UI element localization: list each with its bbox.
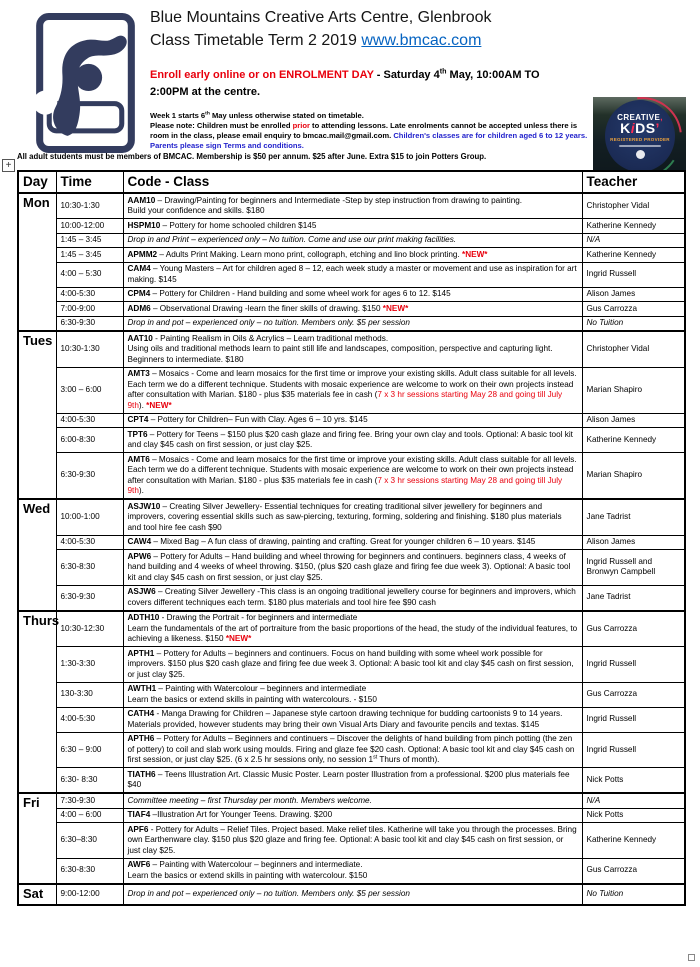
badge-fineprint [619,145,661,147]
teacher-cell: Nick Potts [582,768,685,794]
time-cell: 6:30-9:30 [56,316,123,331]
teacher-cell: Christopher Vidal [582,331,685,367]
time-cell: 6:30- 8:30 [56,768,123,794]
table-row [18,768,685,794]
class-desc-cell: ADTH10 - Drawing the Portrait - for beginners and intermediate Learn the fundamentals of the art of portraiture from the basic proportions of the head, the study of the individual features, to achieving a likeness. $150 *NEW* [123,611,582,647]
class-desc-cell: APMM2 – Adults Print Making. Learn mono print, collograph, etching and lino block printing. *NEW* [123,248,582,263]
class-desc-cell: Committee meeting – first Thursday per month. Members welcome. [123,793,582,808]
class-desc-cell: CAM4 – Young Masters – Art for children aged 8 – 12, each week study a master or movement and use as inspiration for art making. $145 [123,262,582,287]
day-cell: Tues [18,331,56,499]
col-header-day: Day [18,171,56,193]
class-desc-cell: TIAF4 –Illustration Art for Younger Teens. Drawing. $200 [123,808,582,823]
table-move-handle-icon[interactable]: + [2,159,15,172]
class-desc-cell: APTH6 – Pottery for Adults – Beginners and continuers – Discover the delights of hand building from pinch potting (the zen of pottery) to coil and slab work using moulds. Firing and glaze fee $20 cash. Optional: A basic tool kit and clay $45 cash on first session, or just clay $25. (6 x 2.5 hr sessions only, no session 1st Thurs of month). [123,732,582,768]
table-row [18,611,685,647]
teacher-cell: Marian Shapiro [582,453,685,500]
teacher-cell: Ingrid Russell [582,647,685,683]
teacher-cell: No Tuition [582,316,685,331]
badge-creative-text: CREATIVE, [617,113,663,122]
table-row [18,647,685,683]
time-cell: 7:00-9:00 [56,302,123,317]
time-cell: 6:30-9:30 [56,453,123,500]
table-row [18,367,685,413]
badge-kids-text: KiDS’ [620,120,660,136]
title-line1: Blue Mountains Creative Arts Centre, Glenbrook [150,9,492,26]
table-row [18,248,685,263]
table-row [18,884,685,905]
time-cell: 4:00-5:30 [56,413,123,428]
teacher-cell: Alison James [582,535,685,550]
day-cell: Fri [18,793,56,884]
time-cell: 10:30-12:30 [56,611,123,647]
class-desc-cell: ASJW10 – Creating Silver Jewellery- Essential techniques for creating traditional silver jewellery for beginners and improvers, covering essential skills such as saw-piercing, texturing, forming, soldering and finishing. $180 plus materials and tool hire fee cash $90 [123,499,582,535]
time-cell: 4:00-5:30 [56,535,123,550]
teacher-cell: Gus Carrozza [582,682,685,707]
table-row [18,732,685,768]
time-cell: 7:30-9:30 [56,793,123,808]
table-row [18,428,685,453]
teacher-cell: Ingrid Russell [582,707,685,732]
class-desc-cell: CATH4 - Manga Drawing for Children – Japanese style cartoon drawing technique for budding cartoonists 9 to 14 years. Materials provided, however students may bring their own Visual Arts Diary and favourite pencils and textas. $145 [123,707,582,732]
class-desc-cell: Drop in and pot – experienced only – no tuition. Members only. $5 per session [123,884,582,905]
timetable-table [17,170,686,906]
class-desc-cell: AMT6 – Mosaics - Come and learn mosaics for the first time or improve your existing skills. Adult class suitable for all levels. Each term we do a different technique. Students with mosaic experience are welcome to work on their own projects instead after consultation with Marian. $180 - plus $35 materials fee in cash (7 x 3 hr sessions starting May 28 and going till July 9th). [123,453,582,500]
time-cell: 10:30-1:30 [56,193,123,219]
class-desc-cell: APW6 – Pottery for Adults – Hand building and wheel throwing for beginners and continuers. beginners class, 4 weeks of hand building and 4 weeks of wheel throwing. $150, (plus $20 cash glaze and firing fee due week 3). Optional: A basic tool kit and clay $45 cash on first session, or just clay $25. [123,550,582,586]
class-desc-cell: AMT3 – Mosaics - Come and learn mosaics for the first time or improve your existing skills. Adult class suitable for all levels. Each term we do a different technique. Students with mosaic experience are welcome to work on their own projects instead after consultation with Marian. $180 - plus $35 materials fee in cash (7 x 3 hr sessions starting May 28 and going till July 9th). *NEW* [123,367,582,413]
class-desc-cell: CPT4 – Pottery for Children– Fun with Clay. Ages 6 – 10 yrs. $145 [123,413,582,428]
class-desc-cell: AAM10 – Drawing/Painting for beginners and Intermediate -Step by step instruction from drawing to painting. Build your confidence and skills. $180 [123,193,582,219]
teacher-cell: Katherine Kennedy [582,823,685,859]
table-row [18,585,685,611]
table-row [18,550,685,586]
class-desc-cell: AWTH1 – Painting with Watercolour – beginners and intermediate Learn the basics or extend skills in painting with watercolours. - $150 [123,682,582,707]
class-desc-cell: TIATH6 – Teens Illustration Art. Classic Music Poster. Learn poster Illustration from a professional. $200 plus materials fee $40 [123,768,582,794]
time-cell: 1:30-3:30 [56,647,123,683]
table-row [18,793,685,808]
day-cell: Mon [18,193,56,331]
day-cell: Wed [18,499,56,611]
time-cell: 4:00-5:30 [56,707,123,732]
time-cell: 4:00 – 6:00 [56,808,123,823]
notes-block [150,111,597,150]
class-desc-cell: Drop in and Print – experienced only – No tuition. Come and use our print making facilities. [123,233,582,248]
teacher-cell: N/A [582,793,685,808]
table-row [18,858,685,884]
title-line2: Class Timetable Term 2 2019 [150,32,357,50]
time-cell: 3:00 – 6:00 [56,367,123,413]
creative-kids-badge [593,97,686,178]
teacher-cell: Ingrid Russell and Bronwyn Campbell [582,550,685,586]
table-row [18,287,685,302]
class-desc-cell: TPT6 – Pottery for Teens – $150 plus $20 cash glaze and firing fee. Bring your own clay and tools. Optional: A basic tool kit and clay $45 cash on first session, or just clay $25. [123,428,582,453]
table-row [18,233,685,248]
table-row [18,331,685,367]
teacher-cell: Gus Carrozza [582,611,685,647]
membership-note: All adult students must be members of BMCAC. Membership is $50 per annum. $25 after June. Extra $15 to join Potters Group. [17,152,487,161]
teacher-cell: Jane Tadrist [582,585,685,611]
teacher-cell: Katherine Kennedy [582,428,685,453]
note-line: Please note: Children must be enrolled prior to attending lessons. Late enrolments cannot be accepted unless there is room in the class, please email enquiry to bmcac.mail@gmail.com. Children's classes are for children aged 6 to 12 years. Parents please sign Terms and conditions. [150,120,588,150]
teacher-cell: Alison James [582,413,685,428]
table-row [18,823,685,859]
class-desc-cell: APF6 - Pottery for Adults – Relief Tiles. Project based. Make relief tiles. Katherine will take you through the processes. Bring own Earthenware clay. $150 plus $20 glaze and firing fee. Optional: A basic tool kit and clay $45 cash on first session, or just clay $25. [123,823,582,859]
teacher-cell: Gus Carrozza [582,858,685,884]
time-cell: 6:30 – 9:00 [56,732,123,768]
table-row [18,262,685,287]
badge-provider-text: REGISTERED PROVIDER [610,137,670,142]
table-row [18,302,685,317]
teacher-cell: Gus Carrozza [582,302,685,317]
time-cell: 10:00-1:00 [56,499,123,535]
time-cell: 6:30-8:30 [56,550,123,586]
table-row [18,707,685,732]
time-cell: 4:00 – 5:30 [56,262,123,287]
website-link[interactable]: www.bmcac.com [361,32,482,50]
teacher-cell: Ingrid Russell [582,262,685,287]
table-row [18,316,685,331]
class-desc-cell: APTH1 – Pottery for Adults – beginners and continuers. Focus on hand building with some wheel work possible for improvers. $150 plus $20 cash glaze and firing fee due week 3. Optional: A basic tool kit and clay $45 cash on first session, or just clay $25. [123,647,582,683]
enroll-banner: Enroll early online or on ENROLMENT DAY - Saturday 4th May, 10:00AM TO 2:00PM at the centre. [150,67,540,99]
time-cell: 6:00-8:30 [56,428,123,453]
teacher-cell: No Tuition [582,884,685,905]
col-header-class: Code - Class [123,171,582,193]
table-row [18,808,685,823]
bmcac-logo [36,13,135,153]
time-cell: 9:00-12:00 [56,884,123,905]
teacher-cell: Marian Shapiro [582,367,685,413]
time-cell: 130-3:30 [56,682,123,707]
teacher-cell: Alison James [582,287,685,302]
class-desc-cell: HSPM10 – Pottery for home schooled children $145 [123,219,582,234]
teacher-cell: Katherine Kennedy [582,248,685,263]
day-cell: Thurs [18,611,56,794]
time-cell: 10:00-12:00 [56,219,123,234]
note-line: Week 1 starts 6th May unless otherwise stated on timetable. [150,111,364,120]
class-desc-cell: ADM6 – Observational Drawing -learn the finer skills of drawing. $150 *NEW* [123,302,582,317]
teacher-cell: Katherine Kennedy [582,219,685,234]
time-cell: 4:00-5:30 [56,287,123,302]
table-row [18,499,685,535]
teacher-cell: Nick Potts [582,808,685,823]
timetable [17,170,684,906]
table-row [18,219,685,234]
teacher-cell: N/A [582,233,685,248]
teacher-cell: Ingrid Russell [582,732,685,768]
nsw-government-logo [636,150,645,159]
col-header-teacher: Teacher [582,171,685,193]
teacher-cell: Christopher Vidal [582,193,685,219]
time-cell: 6:30–8:30 [56,823,123,859]
table-row [18,193,685,219]
bmcac-logo-graphic [36,13,135,153]
class-desc-cell: Drop in and pot – experienced only – no tuition. Members only. $5 per session [123,316,582,331]
table-resize-handle[interactable] [688,954,695,961]
time-cell: 1:45 – 3:45 [56,248,123,263]
class-desc-cell: CAW4 – Mixed Bag – A fun class of drawing, painting and crafting. Great for younger children 6 – 10 years. $145 [123,535,582,550]
class-desc-cell: CPM4 – Pottery for Children - Hand building and some wheel work for ages 6 to 12. $145 [123,287,582,302]
table-row [18,535,685,550]
table-row [18,413,685,428]
table-row [18,453,685,500]
creative-kids-circle [605,100,675,172]
col-header-time: Time [56,171,123,193]
time-cell: 1:45 – 3:45 [56,233,123,248]
teacher-cell: Jane Tadrist [582,499,685,535]
header-row [18,171,685,193]
day-cell: Sat [18,884,56,905]
page-title [150,6,492,52]
time-cell: 10:30-1:30 [56,331,123,367]
class-desc-cell: ASJW6 – Creating Silver Jewellery -This class is an ongoing traditional jewellery course for beginners and improvers, which covers different techniques each term. $180 plus materials and tool hire fee $90 cash [123,585,582,611]
time-cell: 6:30-8:30 [56,858,123,884]
time-cell: 6:30-9:30 [56,585,123,611]
class-desc-cell: AAT10 - Painting Realism in Oils & Acrylics – Learn traditional methods. Using oils and traditional methods learn to paint still life and landscapes, composition, perspective and capturing light. Beginners to intermediate. $180 [123,331,582,367]
table-row [18,682,685,707]
class-desc-cell: AWF6 – Painting with Watercolour – beginners and intermediate. Learn the basics or extend skills in painting with watercolour. $150 [123,858,582,884]
